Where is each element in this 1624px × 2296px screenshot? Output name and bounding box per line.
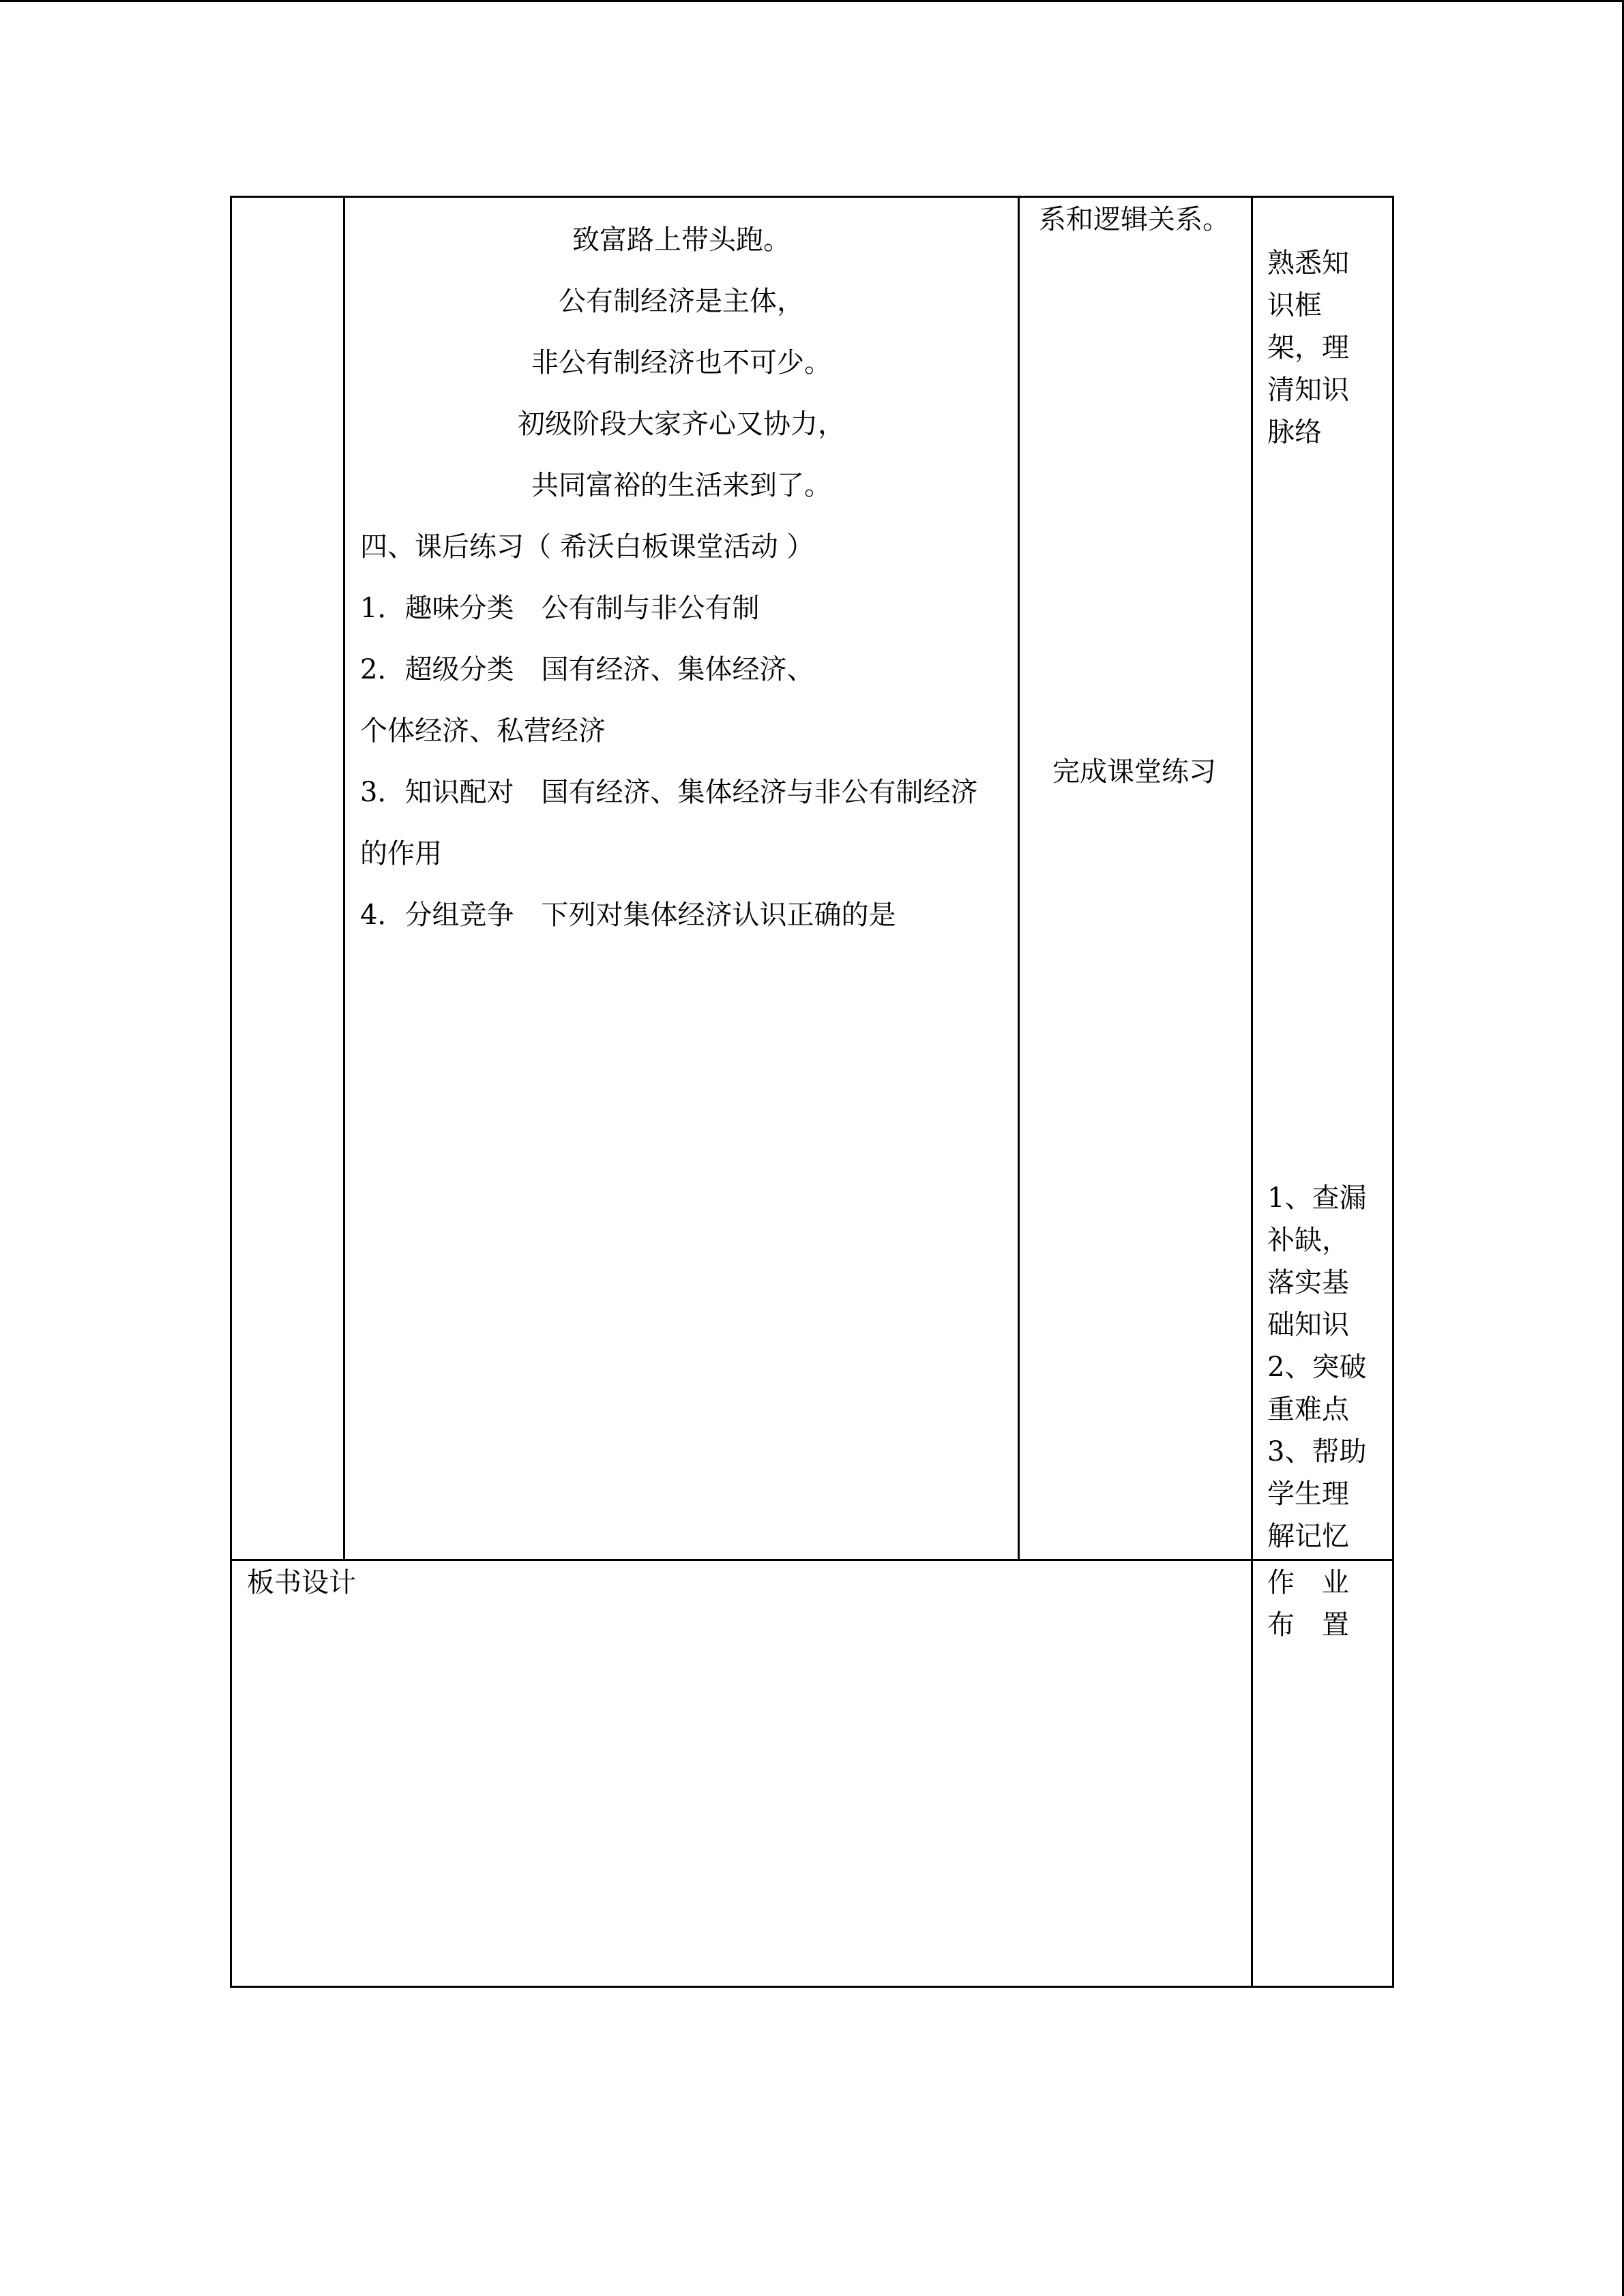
table-col-divider-1 [343,196,345,1561]
homework-label: 作 业 [1267,1567,1349,1598]
table-right-border [1392,196,1394,1988]
table-left-border [230,196,232,1988]
exercise-item: 2．超级分类 国有经济、集体经济、 [360,654,814,685]
exercise-item: 个体经济、私营经济 [360,715,606,747]
design-intent-line: 学生理 [1267,1478,1349,1510]
exercise-item: 1．趣味分类 公有制与非公有制 [360,593,760,624]
poem-line: 非公有制经济也不可少。 [531,347,831,378]
exercise-item: 4．分组竞争 下列对集体经济认识正确的是 [360,899,896,931]
student-activity-text: 系和逻辑关系。 [1039,204,1230,235]
design-intent-line: 补缺， [1267,1225,1349,1256]
exercise-item: 3．知识配对 国有经济、集体经济与非公有制经济 [360,777,978,808]
table-top-border [230,196,1394,198]
homework-label: 布 置 [1267,1609,1349,1641]
poem-line: 公有制经济是主体， [559,286,804,317]
design-intent-line: 3、帮助 [1267,1436,1367,1467]
board-design-label: 板书设计 [247,1567,356,1598]
table-row-divider [230,1559,1394,1561]
design-intent-line: 架，理 [1267,332,1349,363]
design-intent-line: 脉络 [1267,417,1322,448]
table-col-divider-2 [1018,196,1020,1561]
poem-line: 共同富裕的生活来到了。 [531,470,831,501]
design-intent-line: 熟悉知 [1267,248,1349,279]
table-col-divider-3 [1251,196,1253,1988]
poem-line: 致富路上带头跑。 [572,224,791,256]
practice-text: 完成课堂练习 [1052,756,1216,788]
section-title: 四、课后练习（ 希沃白板课堂活动 ） [360,531,814,563]
design-intent-line: 1、查漏 [1267,1182,1367,1214]
poem-line: 初级阶段大家齐心又协力， [518,408,845,440]
design-intent-line: 清知识 [1267,374,1349,406]
design-intent-line: 2、突破 [1267,1352,1367,1383]
exercise-item: 的作用 [360,838,442,869]
design-intent-line: 落实基 [1267,1267,1349,1298]
page-top-border [0,0,1624,2]
design-intent-line: 识框 [1267,290,1322,321]
design-intent-line: 重难点 [1267,1394,1349,1425]
design-intent-line: 础知识 [1267,1309,1349,1341]
design-intent-line: 解记忆 [1267,1521,1349,1552]
table-bottom-border [230,1986,1394,1988]
